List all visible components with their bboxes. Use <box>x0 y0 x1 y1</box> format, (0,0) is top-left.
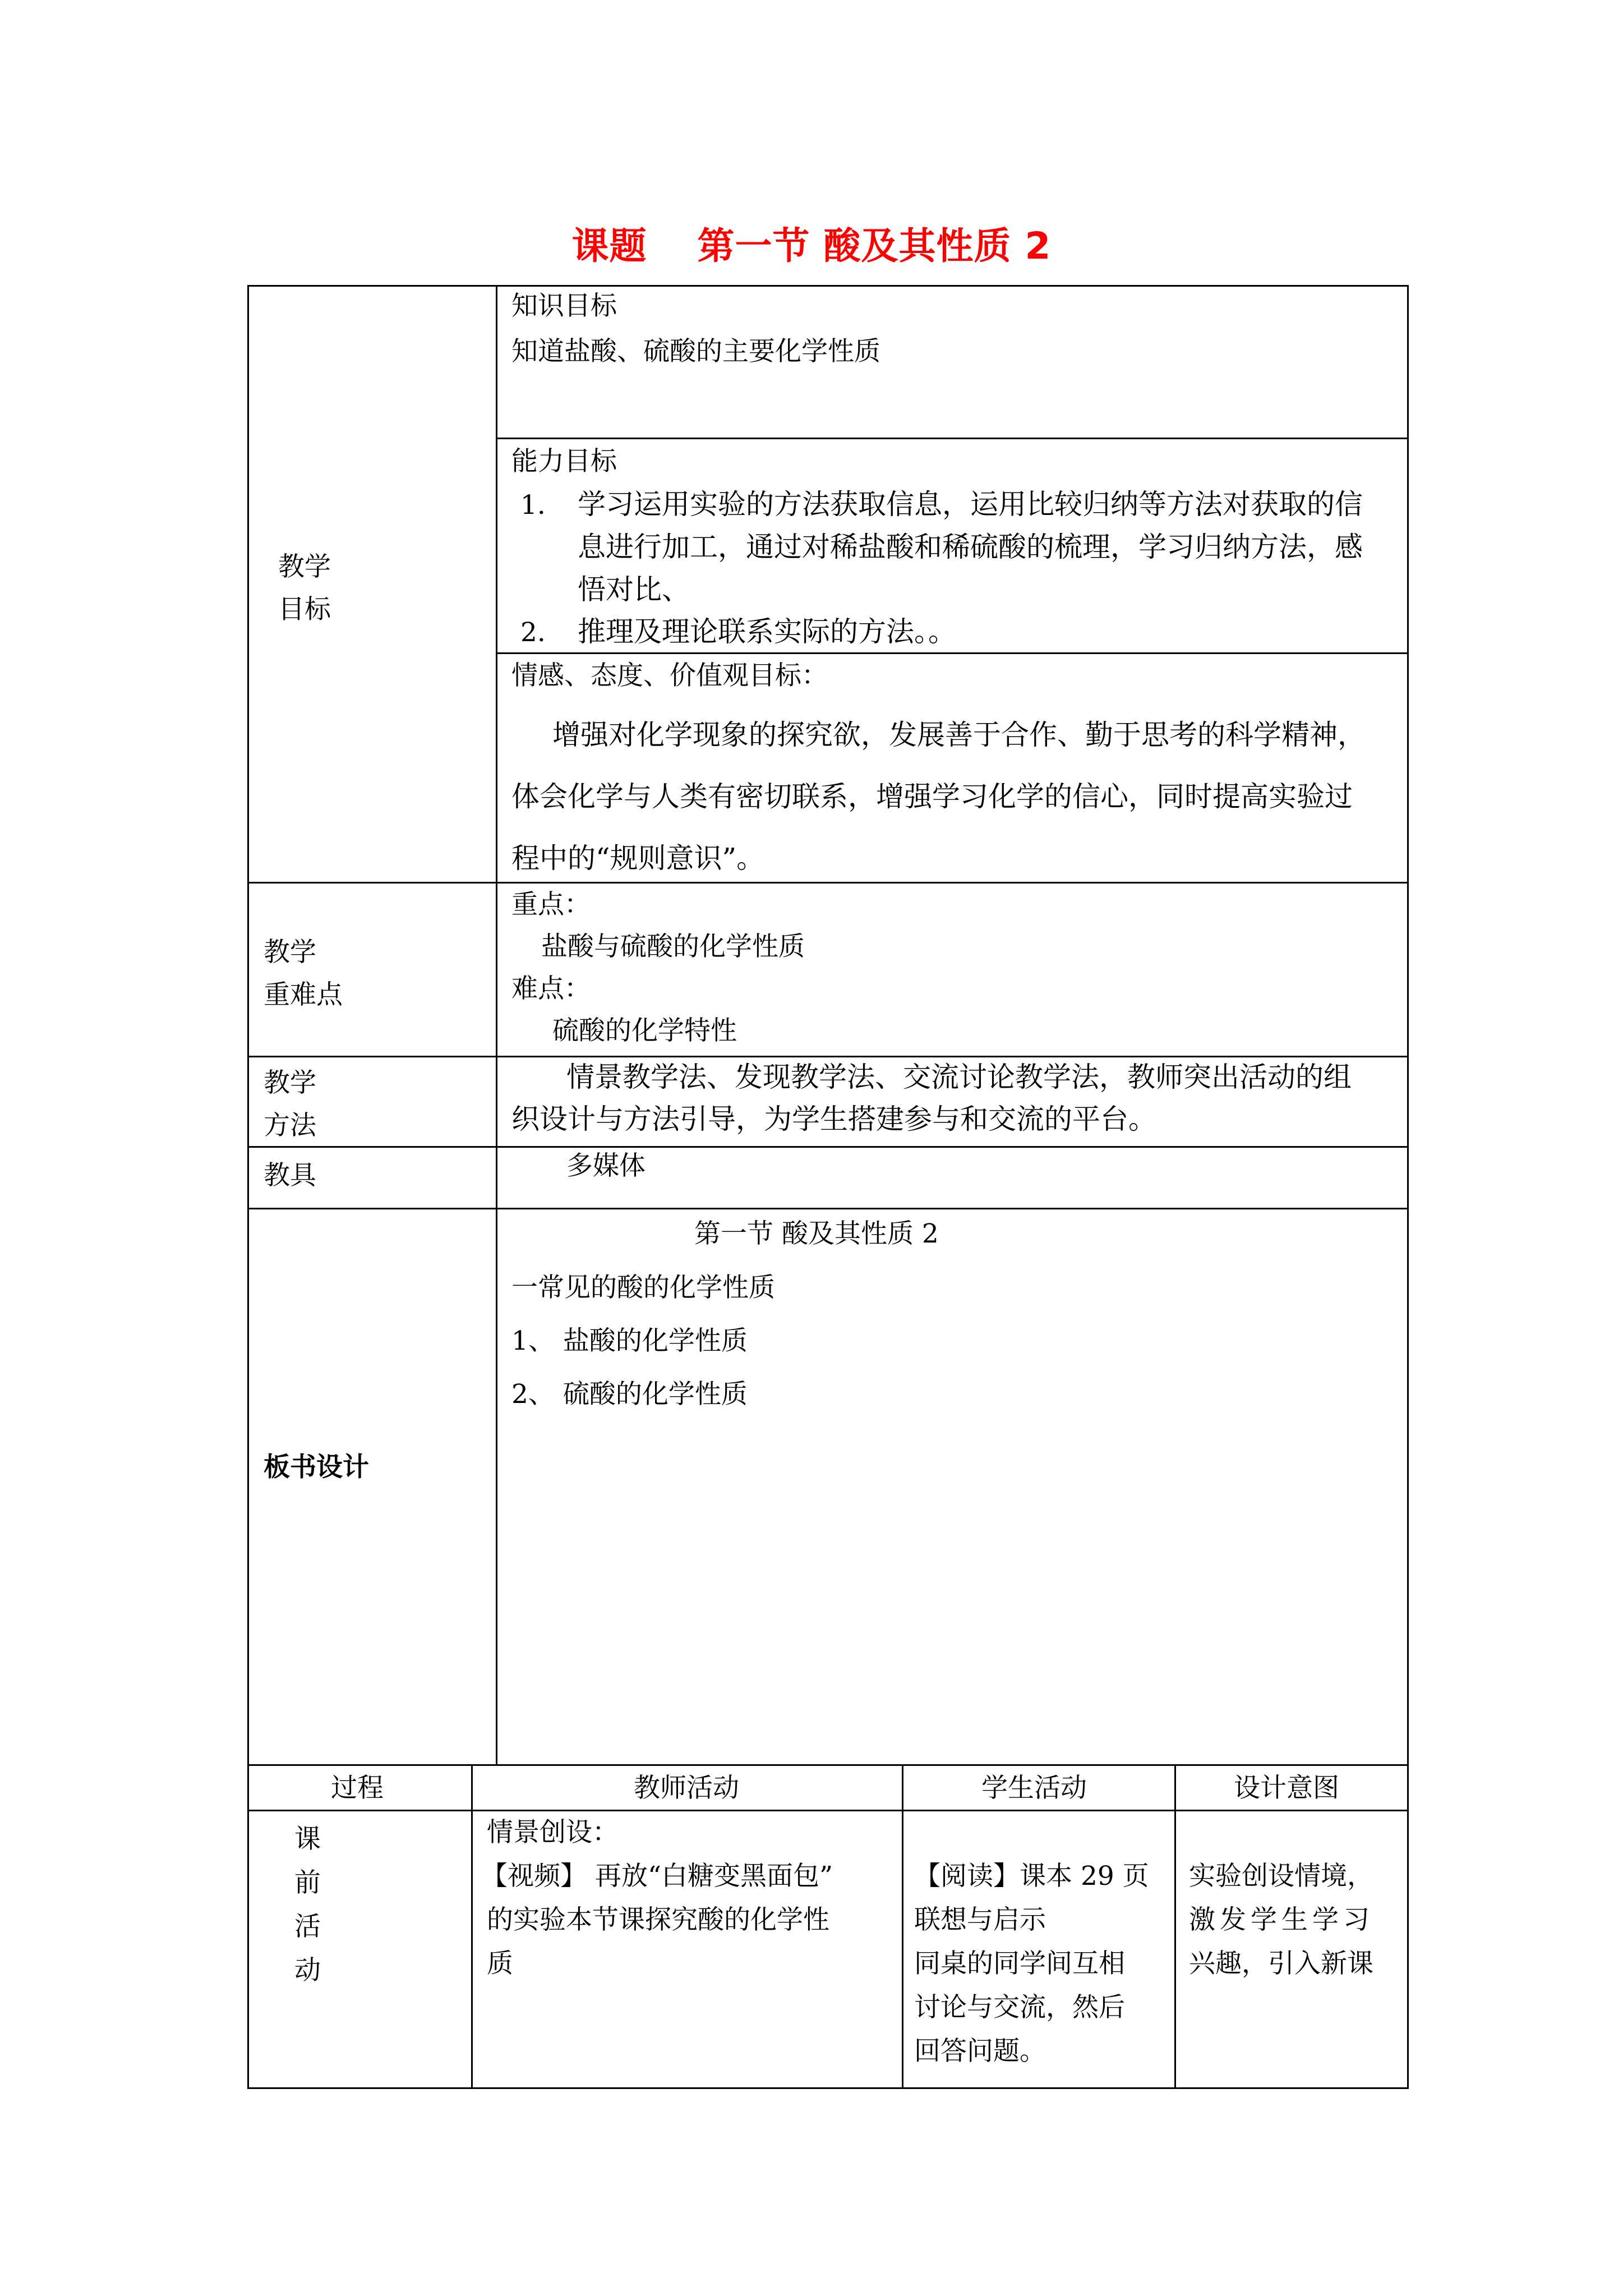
table-line <box>247 2087 1409 2089</box>
table-line <box>247 1146 1409 1148</box>
table-line <box>1174 1764 1176 2089</box>
keypoints-label-line: 教学 <box>264 937 316 968</box>
ability-item-1-line: 息进行加工，通过对稀盐酸和稀硫酸的梳理，学习归纳方法，感 <box>578 531 1363 563</box>
keypoints-label <box>264 931 343 1016</box>
stage-char: 活 <box>294 1911 321 1942</box>
table-line <box>496 285 497 1766</box>
difficulty-text: 硫酸的化学特性 <box>552 1015 737 1046</box>
teacher-line: 情景创设： <box>487 1817 619 1848</box>
table-line <box>247 882 1409 884</box>
process-header: 过程 <box>331 1773 384 1803</box>
intent-line: 激发学生学习 <box>1189 1904 1374 1935</box>
emotion-heading: 情感、态度、价值观目标： <box>511 660 828 691</box>
knowledge-text: 知道盐酸、硫酸的主要化学性质 <box>511 336 880 367</box>
student-line: 讨论与交流，然后 <box>914 1992 1125 2023</box>
method-line: 情景教学法、发现教学法、交流讨论教学法，教师突出活动的组 <box>566 1061 1352 1093</box>
method-line: 织设计与方法引导，为学生搭建参与和交流的平台。 <box>511 1103 1156 1135</box>
difficulty-heading: 难点： <box>511 973 591 1004</box>
objectives-label <box>278 546 331 631</box>
emotion-line: 体会化学与人类有密切联系，增强学习化学的信心，同时提高实验过 <box>511 780 1353 813</box>
process-header: 教师活动 <box>634 1773 739 1803</box>
table-line <box>902 1764 903 2089</box>
ability-item-2-num: 2. <box>520 617 546 648</box>
teacher-line: 的实验本节课探究酸的化学性 <box>487 1904 829 1935</box>
tools-label: 教具 <box>264 1160 316 1191</box>
table-line <box>1407 285 1409 2089</box>
ability-item-1-line: 悟对比、 <box>578 573 690 606</box>
table-line <box>247 1810 1409 1811</box>
table-line <box>247 285 1409 287</box>
table-line <box>247 285 249 2089</box>
table-line <box>471 1764 473 2089</box>
table-line <box>247 1208 1409 1209</box>
board-label: 板书设计 <box>264 1452 369 1483</box>
tools-value: 多媒体 <box>566 1151 645 1181</box>
process-stage <box>294 1818 321 1993</box>
board-line: 一常见的酸的化学性质 <box>511 1272 775 1303</box>
ability-item-1-line: 学习运用实验的方法获取信息，运用比较归纳等方法对获取的信 <box>578 488 1363 521</box>
keypoints-label-line: 重难点 <box>264 979 343 1010</box>
ability-item-2-line: 推理及理论联系实际的方法。。 <box>578 615 956 648</box>
focus-heading: 重点： <box>511 889 591 920</box>
intent-line: 实验创设情境， <box>1189 1861 1373 1892</box>
page-title <box>0 216 1623 269</box>
method-label-line: 教学 <box>264 1068 316 1098</box>
student-line: 【阅读】课本 29 页 <box>914 1861 1149 1892</box>
table-line <box>247 1056 1409 1057</box>
process-header: 学生活动 <box>981 1773 1087 1803</box>
table-line <box>247 1764 1409 1766</box>
method-label <box>264 1062 316 1147</box>
focus-text: 盐酸与硫酸的化学性质 <box>541 931 805 962</box>
board-title: 第一节 酸及其性质 2 <box>694 1218 939 1249</box>
student-line: 同桌的同学间互相 <box>914 1948 1125 1979</box>
student-line: 回答问题。 <box>914 2036 1046 2067</box>
ability-item-1-num: 1. <box>520 490 546 521</box>
title-main: 第一节 酸及其性质 2 <box>697 224 1052 268</box>
teacher-line: 质 <box>487 1948 513 1979</box>
objectives-label-line: 教学 <box>278 551 331 582</box>
title-prefix: 课题 <box>571 224 647 268</box>
table-line <box>496 438 1409 439</box>
board-line: 2、 硫酸的化学性质 <box>511 1379 748 1410</box>
table-line <box>496 652 1409 654</box>
knowledge-heading: 知识目标 <box>511 291 617 321</box>
student-line: 联想与启示 <box>914 1904 1046 1935</box>
board-line: 1、 盐酸的化学性质 <box>511 1326 748 1356</box>
stage-char: 前 <box>294 1867 321 1898</box>
emotion-line: 增强对化学现象的探究欲，发展善于合作、勤于思考的科学精神， <box>552 719 1366 751</box>
process-header: 设计意图 <box>1234 1773 1339 1803</box>
teacher-line: 【视频】 再放“白糖变黑面包” <box>481 1861 833 1892</box>
intent-line: 兴趣，引入新课 <box>1189 1948 1373 1979</box>
ability-heading: 能力目标 <box>511 446 617 477</box>
objectives-label-line: 目标 <box>278 594 331 625</box>
emotion-line: 程中的“规则意识”。 <box>511 842 765 875</box>
stage-char: 课 <box>294 1824 321 1855</box>
method-label-line: 方法 <box>264 1110 316 1141</box>
stage-char: 动 <box>294 1955 321 1986</box>
